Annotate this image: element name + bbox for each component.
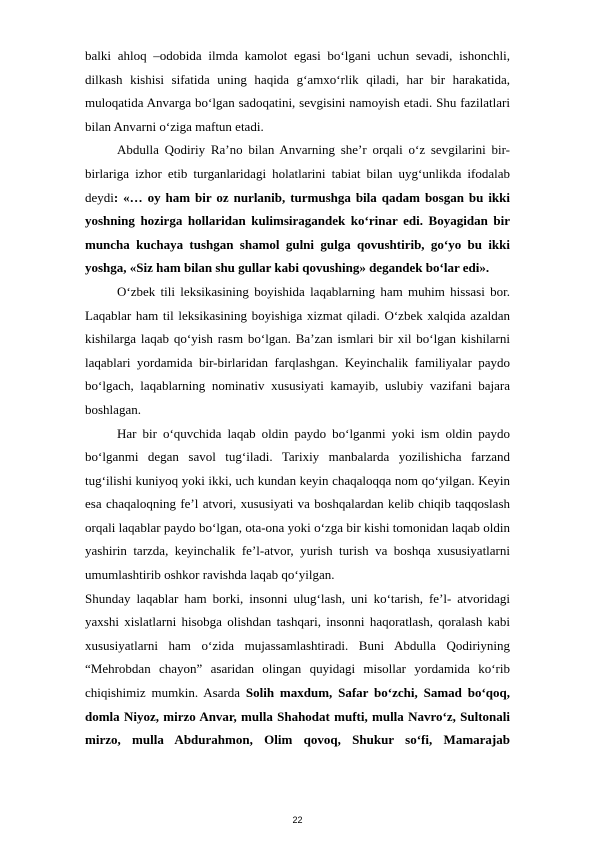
paragraph-2 (85, 138, 510, 280)
paragraph-2-quote: : «… oy ham bir oz nurlanib, turmushga bila qadam bosgan bu ikki yoshning hozirga hollaridan kulimsiragandek ko‘rinar edi. Boyagidan bir muncha kuchaya tushgan shamol gulni gulga qovushtirib, go‘yo bu ikki yoshga, «Siz ham bilan shu gullar kabi qovushing» degandek bo‘lar edi». (85, 189, 510, 276)
paragraph-1: balki ahloq –odobida ilmda kamolot egasi bo‘lgani uchun sevadi, ishonchli, dilkash kishisi sifatida uning haqida g‘amxo‘rlik qiladi, har bir harakatida, muloqatida Anvarga bo‘lgan sadoqatini, sevgisini namoyish etadi. Shu fazilatlari bilan Anvarni o‘ziga maftun etadi. (85, 48, 510, 134)
paragraph-2-text: Abdulla Qodiriy Ra’no bilan Anvarning she’r orqali o‘z sevgilarini bir-birlariga izhor etib turganlaridagi holatlarini tabiat bilan uyg‘unlikda ifodalab deydi (85, 142, 510, 205)
paragraph-5-text: Shunday laqablar ham borki, insonni ulug‘lash, uni ko‘tarish, fe’l- atvoridagi yaxshi xislatlarni hisobga olishdan tashqari, insonni haqoratlash, qoralash kabi xususiyatlarni ham o‘zida mujassamlashtiradi. Buni Abdulla Qodiriyning “Mehrobdan chayon” asaridan olingan quyidagi misollar yordamida ko‘rib chiqishimiz mumkin. Asarda (85, 590, 510, 701)
paragraph-4: Har bir o‘quvchida laqab oldin paydo bo‘lganmi yoki ism oldin paydo bo‘lganmi degan savol tug‘iladi. Tarixiy manbalarda yozilishicha farzand tug‘ilishi kuniyoq yoki ikki, uch kundan keyin chaqaloqqa nom qo‘yilgan. Keyin esa chaqaloqning fe’l atvori, xususiyati va boshqalardan kelib chiqib taqqoslash orqali laqablar paydo bo‘lgan, ota-ona yoki o‘zga bir kishi tomonidan laqab oldin yashirin tarzda, keyinchalik fe’l-atvor, yurish turish va boshqa xususiyatlarni umumlashtirib oshkor ravishda laqab qo‘yilgan. (85, 425, 510, 583)
paragraph-5 (85, 587, 510, 752)
body-text (85, 44, 510, 752)
page-number: 22 (292, 815, 303, 825)
paragraph-3: O‘zbek tili leksikasining boyishida laqablarning ham muhim hissasi bor. Laqablar ham til leksikasining boyishiga xizmat qiladi. O‘zbek xalqida azaldan kishilarga laqab qo‘yish rasm bo‘lgan. Ba’zan ismlari bir xil bo‘lgan kishilarni laqablari yordamida bir-birlaridan farqlashgan. Keyinchalik familiyalar paydo bo‘lgach, laqablarning nominativ xususiyati kamayib, uslubiy vazifani bajara boshlagan. (85, 283, 510, 417)
paragraph-5-names: Solih maxdum, Safar bo‘zchi, Samad bo‘qoq, domla Niyoz, mirzo Anvar, mulla Shahodat mufti, mulla Navro‘z, Sultonali mirzo, mulla Abdurahmon, Olim qovoq, Shukur so‘fi, Mamarajab (85, 685, 510, 748)
